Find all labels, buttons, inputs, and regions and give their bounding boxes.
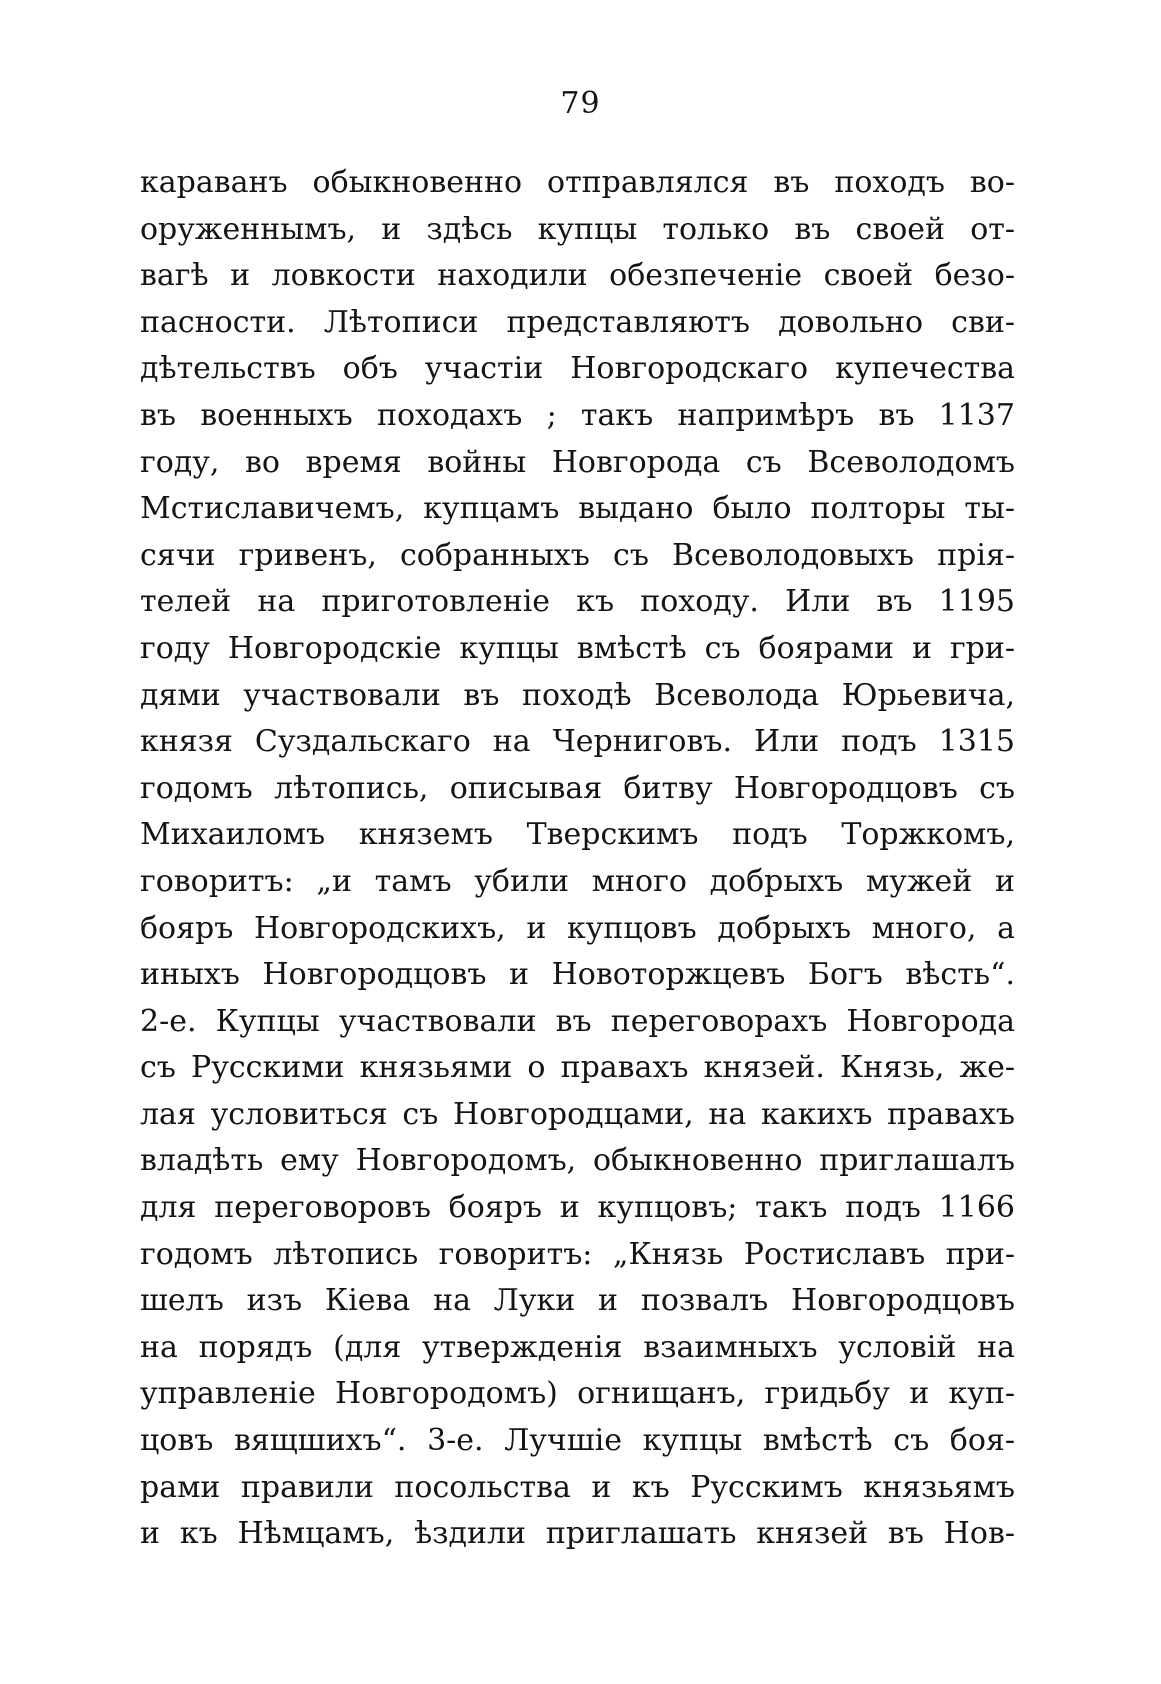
text-line: Мстиславичемъ, купцамъ выдано было полторы ты- [140, 491, 1015, 527]
text-line: дѣтельствъ объ участіи Новгородскаго купечества [140, 351, 1015, 387]
text-line: говоритъ: „и тамъ убили много добрыхъ мужей и [140, 863, 1015, 899]
text-line: для переговоровъ бояръ и купцовъ; такъ подъ 1166 [140, 1190, 1015, 1226]
text-line: году, во время войны Новгорода съ Всеволодомъ [140, 444, 1015, 480]
text-line: князя Суздальскаго на Черниговъ. Или подъ 1315 [140, 724, 1015, 760]
text-line: съ Русскими князьями о правахъ князей. Князь, же- [140, 1050, 1015, 1086]
text-line: шелъ изъ Кіева на Луки и позвалъ Новгородцовъ [140, 1283, 1015, 1319]
text-line: управленіе Новгородомъ) огнищанъ, гридьбу и куп- [140, 1376, 1015, 1412]
text-line: владѣть ему Новгородомъ, обыкновенно приглашалъ [140, 1143, 1015, 1179]
text-line: телей на приготовленіе къ походу. Или въ 1195 [140, 584, 1015, 620]
text-line: Михаиломъ княземъ Тверскимъ подъ Торжкомъ, [140, 817, 1015, 853]
text-line: годомъ лѣтопись говоритъ: „Князь Ростиславъ при- [140, 1236, 1015, 1272]
text-line: рами правили посольства и къ Русскимъ князьямъ [140, 1469, 1015, 1505]
text-line: въ военныхъ походахъ ; такъ напримѣръ въ 1137 [140, 397, 1015, 433]
text-line: цовъ вящшихъ“. 3-е. Лучшіе купцы вмѣстѣ съ боя- [140, 1423, 1015, 1459]
text-line: дями участвовали въ походѣ Всеволода Юрьевича, [140, 677, 1015, 713]
text-line: на порядъ (для утвержденія взаимныхъ условій на [140, 1329, 1015, 1365]
body-text [140, 160, 1015, 1558]
text-line: сячи гривенъ, собранныхъ съ Всеволодовыхъ прія- [140, 537, 1015, 573]
text-line: годомъ лѣтопись, описывая битву Новгородцовъ съ [140, 770, 1015, 806]
text-line: пасности. Лѣтописи представляютъ довольно сви- [140, 304, 1015, 340]
text-line: оруженнымъ, и здѣсь купцы только въ своей от- [140, 211, 1015, 247]
text-line: году Новгородскіе купцы вмѣстѣ съ боярами и гри- [140, 630, 1015, 666]
text-line: 2-е. Купцы участвовали въ переговорахъ Новгорода [140, 1003, 1015, 1039]
text-line: караванъ обыкновенно отправлялся въ походъ во- [140, 165, 1015, 200]
text-line: иныхъ Новгородцовъ и Новоторжцевъ Богъ вѣсть“. [140, 957, 1015, 993]
text-line: бояръ Новгородскихъ, и купцовъ добрыхъ много, а [140, 910, 1015, 946]
text-line: вагѣ и ловкости находили обезпеченіе своей безо- [140, 258, 1015, 294]
page-number: 79 [560, 86, 601, 121]
text-line: и къ Нѣмцамъ, ѣздили приглашать князей въ Нов- [140, 1516, 1015, 1552]
text-line: лая условиться съ Новгородцами, на какихъ правахъ [140, 1096, 1015, 1132]
